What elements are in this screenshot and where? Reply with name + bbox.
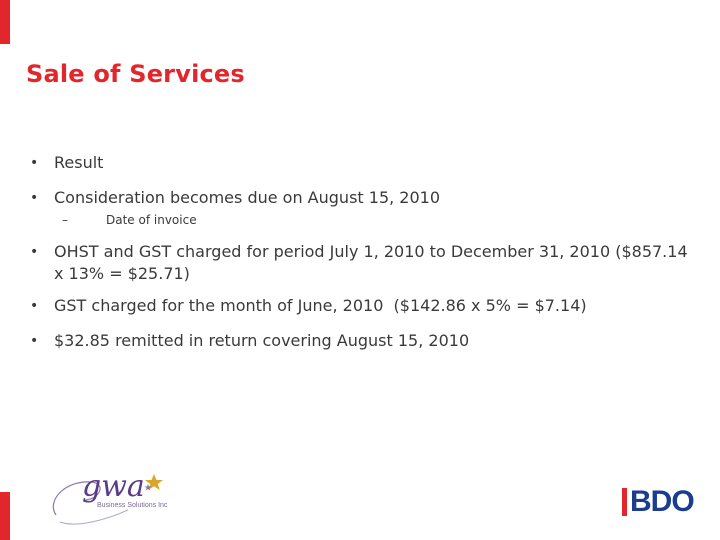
- sub-bullet-item: [62, 211, 690, 229]
- gwa-wordmark: gwa: [82, 469, 145, 504]
- sub-bullet-text: Date of invoice: [106, 213, 197, 227]
- gwa-subtitle: Business Solutions Inc: [97, 502, 168, 509]
- star-icon: [145, 474, 164, 491]
- bullet-marker: •: [30, 298, 39, 314]
- bullet-item-ohst-gst: [30, 241, 690, 285]
- bullet-marker: •: [30, 333, 39, 349]
- bullet-item-remitted: [30, 330, 690, 352]
- accent-bar-top: [0, 0, 10, 44]
- sub-bullet-marker: –: [62, 213, 68, 227]
- bullet-marker: •: [30, 155, 39, 171]
- gwa-logo: [46, 460, 186, 532]
- accent-bar-bottom: [0, 492, 10, 540]
- bullet-item-consideration: [30, 187, 690, 229]
- bdo-logo: [622, 485, 694, 518]
- gwa-logo-graphic: [46, 460, 186, 532]
- bullet-text: $32.85 remitted in return covering August 15, 2010: [54, 331, 470, 350]
- bullet-marker: •: [30, 190, 39, 206]
- bdo-wordmark: BDO: [630, 485, 694, 518]
- bullet-item-gst-june: [30, 295, 690, 317]
- bullet-item-result: [30, 152, 690, 174]
- bullet-text: Consideration becomes due on August 15, 2010: [54, 188, 441, 207]
- bullet-text: GST charged for the month of June, 2010 ($142.86 x 5% = $7.14): [54, 296, 587, 315]
- bullet-text: Result: [54, 153, 104, 172]
- bullet-text: OHST and GST charged for period July 1, 2010 to December 31, 2010 ($857.14 x 13% = $25.71): [54, 242, 688, 283]
- bullet-marker: •: [30, 244, 39, 260]
- slide-title: Sale of Services: [26, 60, 245, 88]
- bdo-logo-bar: [622, 488, 627, 516]
